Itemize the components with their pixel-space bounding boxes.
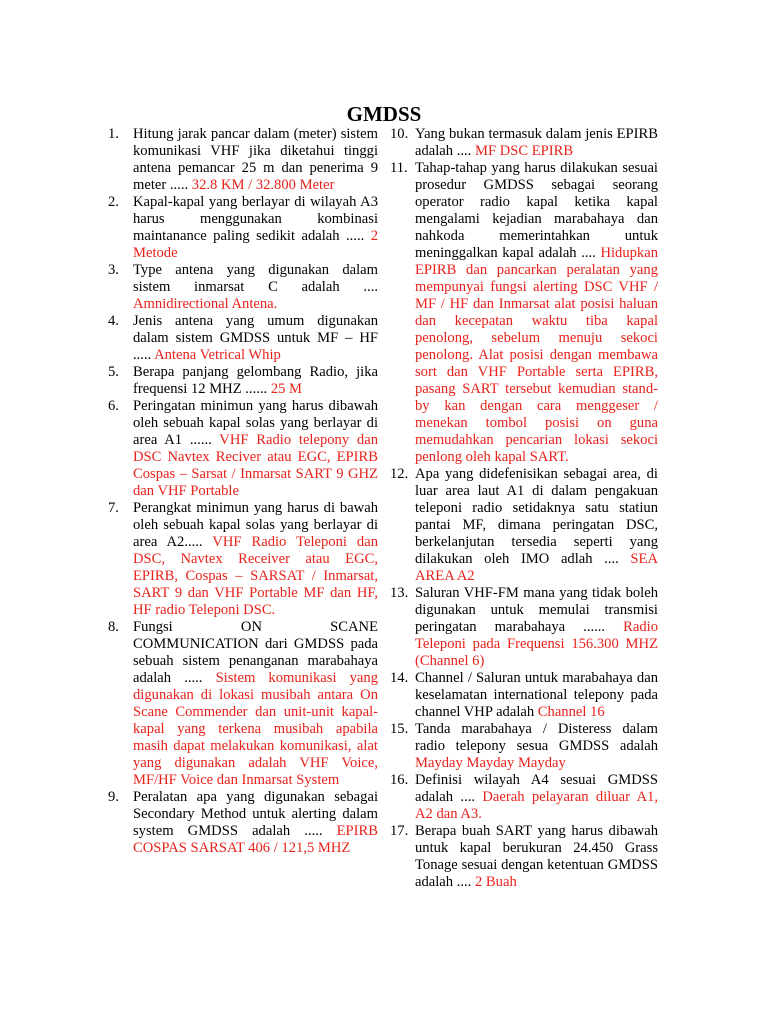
answer-text: 32.8 KM / 32.800 Meter xyxy=(191,177,335,193)
item-number: 14. xyxy=(390,670,409,686)
item-number: 15. xyxy=(390,721,409,737)
question-text: Berapa panjang gelombang Radio, jika frequensi 12 MHZ ...... xyxy=(133,364,378,397)
question-text: Fungsi ON SCANE COMMUNICATION dari GMDSS pada sebuah sistem penanganan marabahaya adalah ..... xyxy=(133,619,378,686)
answer-text: Daerah pelayaran diluar A1, A2 dan A3. xyxy=(415,789,658,822)
answer-text: Hidupkan EPIRB dan pancarkan peralatan yang mempunyai fungsi alerting DSC VHF / MF / HF dan Inmarsat alat posisi haluan dan kecepatan waktu tiba kapal penolong, sebelum menuju sekoci penolong. Alat posisi dengan membawa sort dan VHF Portable serta EPIRB, pasang SART tersebut kemudian stand-by kan dengan cara menggeser / menekan tombol posisi on guna memudahkan pencarian lokasi sekoci penlong oleh kapal SART. xyxy=(415,245,658,465)
question-text: Tanda marabahaya / Disteress dalam radio telepony sesua GMDSS adalah xyxy=(415,721,658,754)
answer-text: Sistem komunikasi yang digunakan di lokasi musibah antara On Scane Commender dan unit-unit kapal-kapal yang terkena musibah apabila masih dapat melakukan komunikasi, alat yang digunakan adalah VHF Voice, MF/HF Voice dan Inmarsat System xyxy=(133,670,378,788)
item-number: 3. xyxy=(108,262,119,278)
list-item xyxy=(390,670,658,721)
item-number: 10. xyxy=(390,126,409,142)
list-item xyxy=(108,262,378,313)
answer-text: Mayday Mayday Mayday xyxy=(415,755,566,771)
question-text: Peringatan minimun yang harus dibawah oleh sebuah kapal solas yang berlayar di area A1 ...... xyxy=(133,398,378,448)
list-item xyxy=(108,126,378,194)
question-text: Tahap-tahap yang harus dilakukan sesuai prosedur GMDSS sebagai seorang operator radio kapal ketika kapal mengalami kejadian marabahaya dan nahkoda memerintahkan untuk meninggalkan kapal adalah .... xyxy=(415,160,658,261)
list-item xyxy=(390,823,658,891)
item-number: 16. xyxy=(390,772,409,788)
answer-text: 25 M xyxy=(270,381,303,397)
question-text: Definisi wilayah A4 sesuai GMDSS adalah .... xyxy=(415,772,658,805)
item-number: 8. xyxy=(108,619,119,635)
item-number: 2. xyxy=(108,194,119,210)
list-item xyxy=(108,398,378,500)
item-number: 7. xyxy=(108,500,119,516)
question-text: Peralatan apa yang digunakan sebagai Secondary Method untuk alerting dalam system GMDSS adalah ..... xyxy=(133,789,378,839)
item-number: 9. xyxy=(108,789,119,805)
question-text: Channel / Saluran untuk marabahaya dan keselamatan international telepony pada channel VHP adalah xyxy=(415,670,658,720)
question-text: Type antena yang digunakan dalam sistem inmarsat C adalah .... xyxy=(133,262,378,295)
answer-text: 2 Metode xyxy=(133,228,378,261)
list-item xyxy=(390,466,658,585)
list-item xyxy=(390,126,658,160)
list-item xyxy=(108,619,378,789)
question-text: Hitung jarak pancar dalam (meter) sistem komunikasi VHF jika diketahui tinggi antena pemancar 25 m dan penerima 9 meter ..... xyxy=(133,126,378,193)
answer-text: SEA AREA A2 xyxy=(415,551,658,584)
item-number: 17. xyxy=(390,823,409,839)
item-number: 5. xyxy=(108,364,119,380)
right-column xyxy=(390,126,658,891)
item-number: 6. xyxy=(108,398,119,414)
page-title: GMDSS xyxy=(346,102,422,126)
question-text: Kapal-kapal yang berlayar di wilayah A3 harus menggunakan kombinasi maintanance paling sedikit adalah ..... xyxy=(133,194,378,244)
answer-text: VHF Radio Teleponi dan DSC, Navtex Receiver atau EGC, EPIRB, Cospas – SARSAT / Inmarsat, SART 9 dan VHF Portable MF dan HF, HF radio Teleponi DSC. xyxy=(133,534,378,618)
list-item xyxy=(390,772,658,823)
question-text: Yang bukan termasuk dalam jenis EPIRB adalah .... xyxy=(415,126,658,159)
answer-text: VHF Radio telepony dan DSC Navtex Reciver atau EGC, EPIRB Cospas – Sarsat / Inmarsat SART 9 GHZ dan VHF Portable xyxy=(133,432,378,499)
question-text: Perangkat minimun yang harus di bawah oleh sebuah kapal solas yang berlayar di area A2..... xyxy=(133,500,378,550)
item-number: 12. xyxy=(390,466,409,482)
list-item xyxy=(390,721,658,772)
answer-text: Antena Vetrical Whip xyxy=(154,347,281,363)
question-text: Berapa buah SART yang harus dibawah untuk kapal berukuran 24.450 Grass Tonage sesuai dengan ketentuan GMDSS adalah .... xyxy=(415,823,658,890)
answer-text: EPIRB COSPAS SARSAT 406 / 121,5 MHZ xyxy=(133,823,378,856)
list-item xyxy=(108,364,378,398)
list-item xyxy=(108,194,378,262)
answer-text: Amnidirectional Antena. xyxy=(133,296,278,312)
item-number: 11. xyxy=(390,160,408,176)
item-number: 1. xyxy=(108,126,119,142)
answer-text: 2 Buah xyxy=(474,874,517,890)
list-item xyxy=(390,585,658,670)
list-item xyxy=(390,160,658,466)
list-item xyxy=(108,789,378,857)
item-number: 13. xyxy=(390,585,409,601)
list-item xyxy=(108,500,378,619)
answer-text: Channel 16 xyxy=(537,704,605,720)
item-number: 4. xyxy=(108,313,119,329)
answer-text: Radio Teleponi pada Frequensi 156.300 MHZ (Channel 6) xyxy=(415,619,658,669)
left-column xyxy=(108,126,378,857)
list-item xyxy=(108,313,378,364)
question-text: Saluran VHF-FM mana yang tidak boleh digunakan untuk memulai transmisi peringatan marabahaya ...... xyxy=(415,585,658,635)
answer-text: MF DSC EPIRB xyxy=(474,143,574,159)
question-text: Jenis antena yang umum digunakan dalam sistem GMDSS untuk MF – HF ..... xyxy=(133,313,378,363)
question-text: Apa yang didefenisikan sebagai area, di luar area laut A1 di dalam pengakuan teleponi radio setidaknya satu statiun pantai MF, dimana peringatan DSC, berkelanjutan tersedia seperti yang dilakukan oleh IMO adlah .... xyxy=(415,466,658,567)
